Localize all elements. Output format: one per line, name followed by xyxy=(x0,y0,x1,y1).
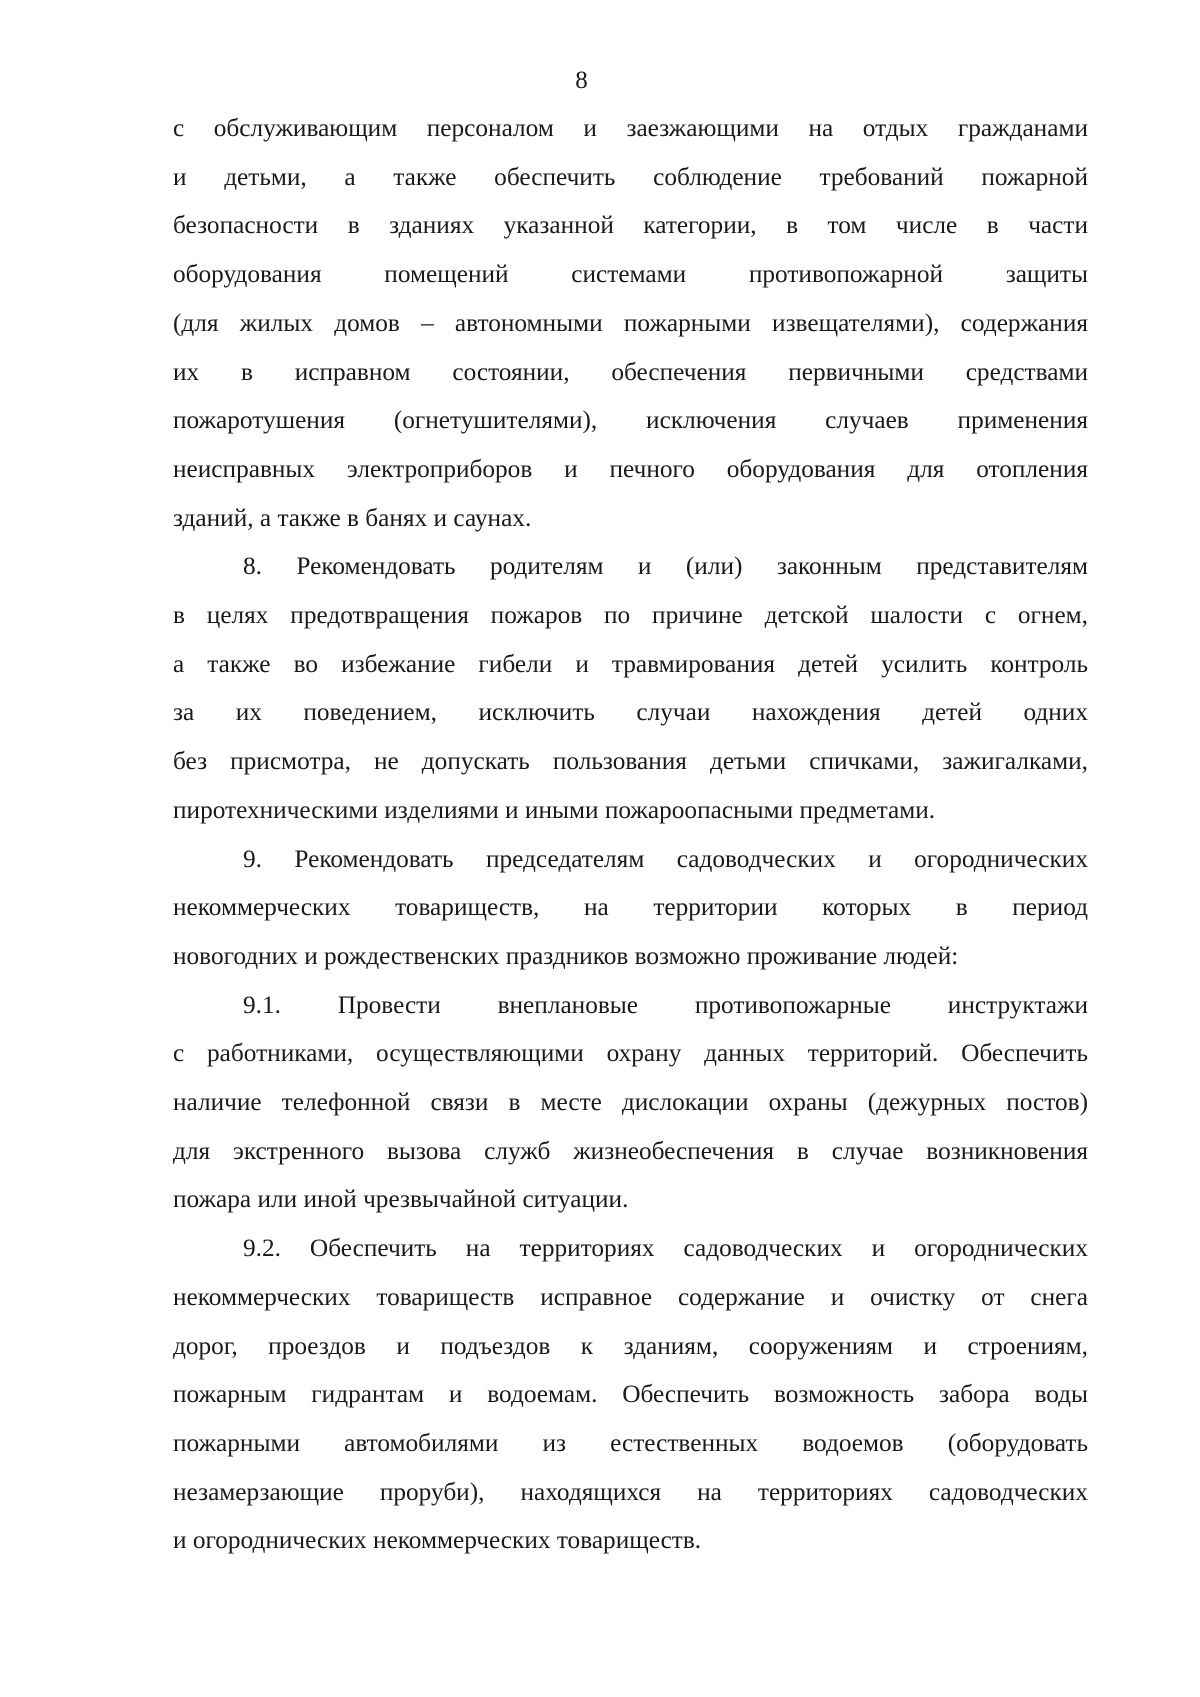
page-number: 8 xyxy=(575,67,588,94)
text-line: для экстренного вызова служб жизнеобеспечения в случае возникновения xyxy=(173,1136,1088,1165)
text-line: а также во избежание гибели и травмирования детей усилить контроль xyxy=(173,649,1088,678)
text-line: пожарными автомобилями из естественных водоемов (оборудовать xyxy=(173,1428,1088,1457)
text-line: их в исправном состоянии, обеспечения первичными средствами xyxy=(173,357,1088,386)
paragraph-continuation xyxy=(173,104,1088,542)
text-line: и огороднических некоммерческих товариществ. xyxy=(173,1526,702,1555)
text-line: наличие телефонной связи в месте дислокации охраны (дежурных постов) xyxy=(173,1088,1088,1117)
text-line: зданий, а также в банях и саунах. xyxy=(173,503,532,532)
text-line: 9.2. Обеспечить на территориях садоводческих и огороднических xyxy=(243,1234,1088,1263)
text-line: с обслуживающим персоналом и заезжающими на отдых гражданами xyxy=(173,114,1088,142)
paragraph-9 xyxy=(173,835,1088,981)
text-line: пожара или иной чрезвычайной ситуации. xyxy=(173,1185,629,1214)
paragraph-9-1 xyxy=(173,981,1088,1225)
text-line: неисправных электроприборов и печного оборудования для отопления xyxy=(173,454,1088,483)
text-line: с работниками, осуществляющими охрану данных территорий. Обеспечить xyxy=(173,1039,1088,1068)
text-line: пиротехническими изделиями и иными пожароопасными предметами. xyxy=(173,795,936,824)
text-line: оборудования помещений системами противопожарной защиты xyxy=(173,260,1088,289)
text-line: в целях предотвращения пожаров по причине детской шалости с огнем, xyxy=(173,601,1088,630)
text-line: 8. Рекомендовать родителям и (или) законным представителям xyxy=(243,552,1088,581)
text-line: некоммерческих товариществ, на территории которых в период xyxy=(173,893,1088,922)
text-line: некоммерческих товариществ исправное содержание и очистку от снега xyxy=(173,1282,1088,1311)
text-line: 9. Рекомендовать председателям садоводческих и огороднических xyxy=(243,844,1088,873)
text-line: без присмотра, не допускать пользования детьми спичками, зажигалками, xyxy=(173,747,1088,776)
text-line: новогодних и рождественских праздников возможно проживание людей: xyxy=(173,941,959,970)
text-line: дорог, проездов и подъездов к зданиям, сооружениям и строениям, xyxy=(173,1331,1088,1360)
paragraph-9-2 xyxy=(173,1224,1088,1565)
text-line: за их поведением, исключить случаи нахождения детей одних xyxy=(173,698,1088,727)
text-line: безопасности в зданиях указанной категории, в том числе в части xyxy=(173,211,1088,240)
text-line: незамерзающие проруби), находящихся на территориях садоводческих xyxy=(173,1477,1088,1506)
text-line: 9.1. Провести внеплановые противопожарные инструктажи xyxy=(243,990,1088,1019)
document-body xyxy=(173,104,1088,1565)
text-line: и детьми, а также обеспечить соблюдение требований пожарной xyxy=(173,162,1088,191)
text-line: пожарным гидрантам и водоемам. Обеспечить возможность забора воды xyxy=(173,1380,1088,1409)
text-line: (для жилых домов – автономными пожарными извещателями), содержания xyxy=(173,308,1088,337)
paragraph-8 xyxy=(173,542,1088,834)
text-line: пожаротушения (огнетушителями), исключения случаев применения xyxy=(173,406,1088,435)
